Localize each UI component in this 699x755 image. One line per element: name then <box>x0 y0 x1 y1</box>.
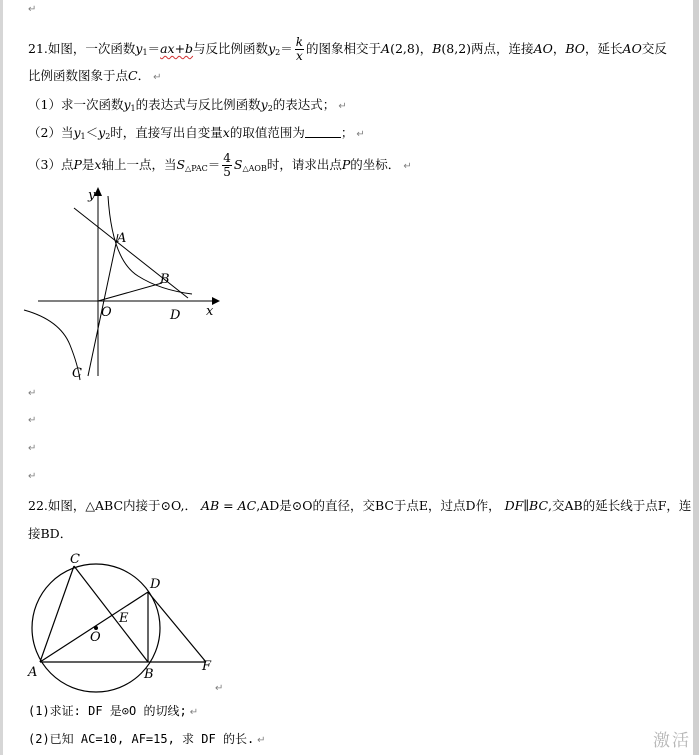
q22-line-1: 22.如图，△ABC内接于⊙O,． AB = AC,AD是⊙O的直径，交BC于点E，过点D作， DF∥BC,交AB的延长线于点F，连 <box>28 498 692 513</box>
q21-part-3: （3）点P是x轴上一点，当$S_{\triangle PAC}=$ $\frac{4}{5}$ $S_{\triangle AOB}$时，请求出点P的坐标． ↵ <box>28 151 412 179</box>
fraction-four-fifths: $\frac{4}{5}$ <box>223 151 231 179</box>
q22-line-2: 接BD． <box>28 526 73 541</box>
point-c-label: C <box>72 366 82 381</box>
scrollbar-track[interactable] <box>693 0 699 755</box>
paragraph-mark: ↵ <box>338 101 347 112</box>
q21-part-2: （2）当$y_1<y_2$时，直接写出自变量x的取值范围为 ； ↵ <box>28 125 365 141</box>
point-d-label: D <box>150 577 161 592</box>
q22-part-2: (2)已知 AC=10, AF=15, 求 DF 的长. ↵ <box>28 732 266 746</box>
point-f-label: F <box>202 659 212 674</box>
paragraph-mark: ↵ <box>28 471 37 482</box>
fraction-k-over-x: $\frac{k}{x}$ <box>295 35 304 63</box>
point-e-label: E <box>119 611 129 626</box>
q21-function-graph <box>20 180 230 385</box>
q21-line-1: 21.如图，一次函数$y_1=ax+b$与反比例函数$y_2=$ $\frac{k}{x}$ 的图象相交于A(2,8)，B(8,2)两点，连接AO，BO，延长AO交反 <box>28 35 667 63</box>
paragraph-mark: ↵ <box>356 129 365 140</box>
q21-part-1: （1）求一次函数$y_1$的表达式与反比例函数$y_2$的表达式； ↵ <box>28 97 347 113</box>
paragraph-mark: ↵ <box>28 388 37 399</box>
point-c-label: C <box>70 552 80 567</box>
page-left-edge <box>0 0 3 755</box>
paragraph-mark: ↵ <box>403 161 412 172</box>
activation-watermark: 激活 <box>653 731 691 751</box>
axis-y-label: y <box>88 188 96 203</box>
spellcheck-underline: ax+b <box>160 41 194 56</box>
q22-part-1: (1)求证: DF 是⊙O 的切线; ↵ <box>28 704 199 718</box>
q22-circle-figure <box>24 548 234 698</box>
point-a-label: A <box>117 231 127 246</box>
point-d-label: D <box>170 308 181 323</box>
paragraph-mark: ↵ <box>189 707 199 718</box>
paragraph-mark: ↵ <box>153 72 162 83</box>
axis-x-label: x <box>206 304 214 319</box>
point-a-label: A <box>28 665 38 680</box>
origin-label: O <box>101 305 112 320</box>
q21-line-2: 比例函数图象于点C． ↵ <box>28 68 162 83</box>
point-b-label: B <box>160 272 170 287</box>
point-b-label: B <box>144 667 154 682</box>
center-o-label: O <box>90 630 101 645</box>
paragraph-mark: ↵ <box>28 415 37 426</box>
answer-blank[interactable] <box>305 125 341 138</box>
paragraph-mark: ↵ <box>257 735 266 746</box>
paragraph-mark: ↵ <box>28 443 37 454</box>
paragraph-mark: ↵ <box>28 4 37 15</box>
paragraph-mark: ↵ <box>215 683 224 694</box>
